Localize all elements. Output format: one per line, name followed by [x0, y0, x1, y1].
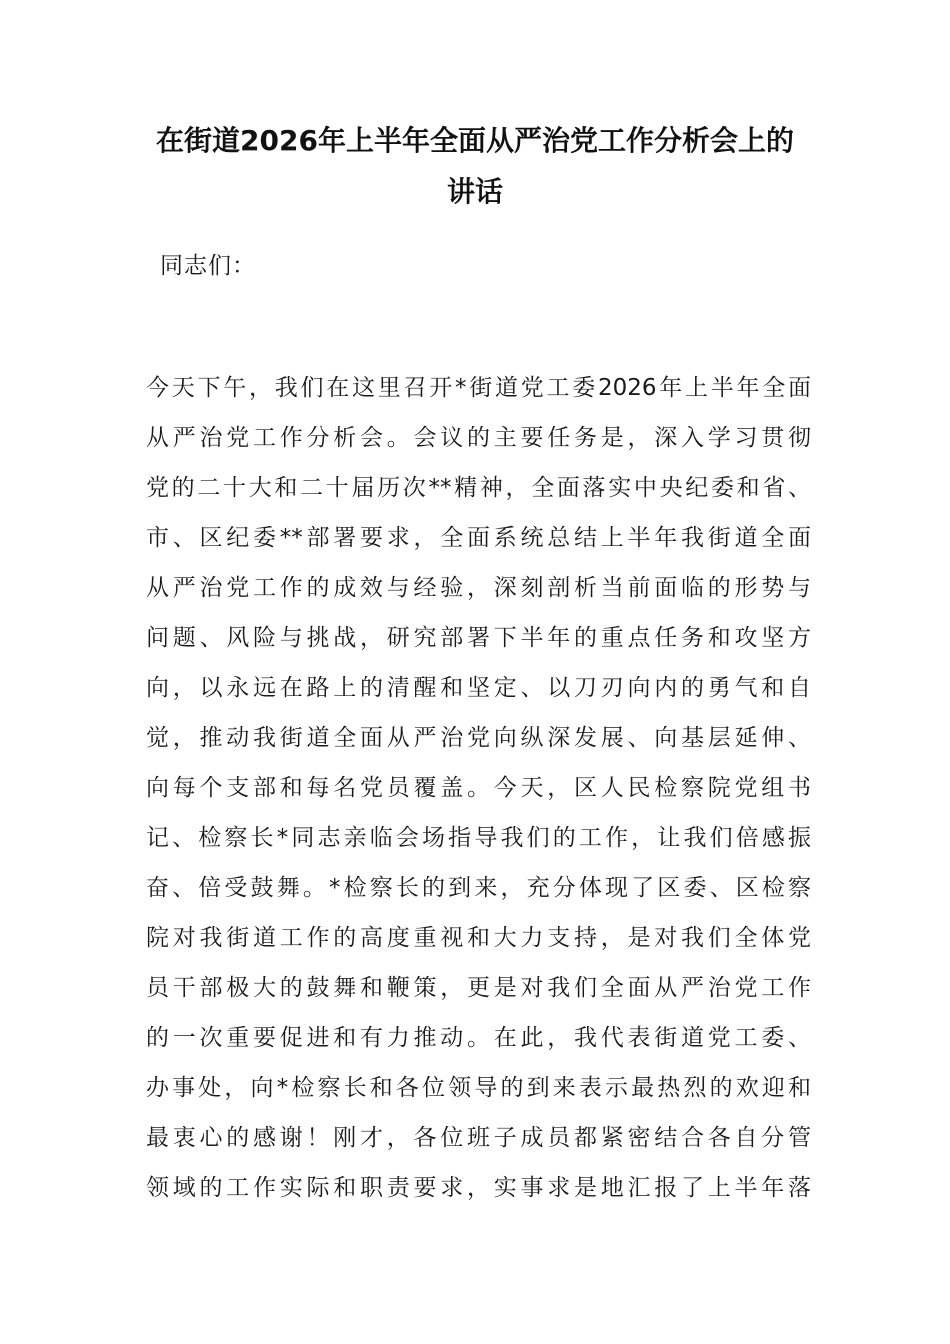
body-line-2: 从严治党工作分析会。会议的主要任务是，深入学习贯彻	[146, 425, 811, 451]
document-title-line-1: 在街道2026年上半年全面从严治党工作分析会上的	[156, 124, 794, 157]
body-line-6: 问题、风险与挑战，研究部署下半年的重点任务和攻坚方	[146, 625, 811, 651]
body-line-17: 领域的工作实际和职责要求，实事求是地汇报了上半年落	[146, 1175, 811, 1201]
body-line-16: 最衷心的感谢！刚才，各位班子成员都紧密结合各自分管	[146, 1125, 811, 1151]
body-line-3: 党的二十大和二十届历次**精神，全面落实中央纪委和省、	[146, 475, 811, 501]
body-line-1: 今天下午，我们在这里召开*街道党工委2026年上半年全面	[146, 375, 811, 401]
body-line-12: 院对我街道工作的高度重视和大力支持，是对我们全体党	[146, 925, 811, 951]
body-line-4: 市、区纪委**部署要求，全面系统总结上半年我街道全面	[146, 525, 811, 551]
body-line-10: 记、检察长*同志亲临会场指导我们的工作，让我们倍感振	[146, 825, 811, 851]
document-title-line-2: 讲话	[446, 175, 503, 208]
body-line-7: 向，以永远在路上的清醒和坚定、以刀刃向内的勇气和自	[146, 675, 811, 701]
body-line-15: 办事处，向*检察长和各位领导的到来表示最热烈的欢迎和	[146, 1075, 811, 1101]
body-line-11: 奋、倍受鼓舞。*检察长的到来，充分体现了区委、区检察	[146, 875, 811, 901]
body-line-14: 的一次重要促进和有力推动。在此，我代表街道党工委、	[146, 1025, 811, 1051]
body-line-8: 觉，推动我街道全面从严治党向纵深发展、向基层延伸、	[146, 725, 811, 751]
greeting: 同志们：	[160, 253, 256, 279]
body-line-9: 向每个支部和每名党员覆盖。今天，区人民检察院党组书	[146, 775, 811, 801]
body-line-13: 员干部极大的鼓舞和鞭策，更是对我们全面从严治党工作	[146, 975, 811, 1001]
body-line-5: 从严治党工作的成效与经验，深刻剖析当前面临的形势与	[146, 575, 811, 601]
